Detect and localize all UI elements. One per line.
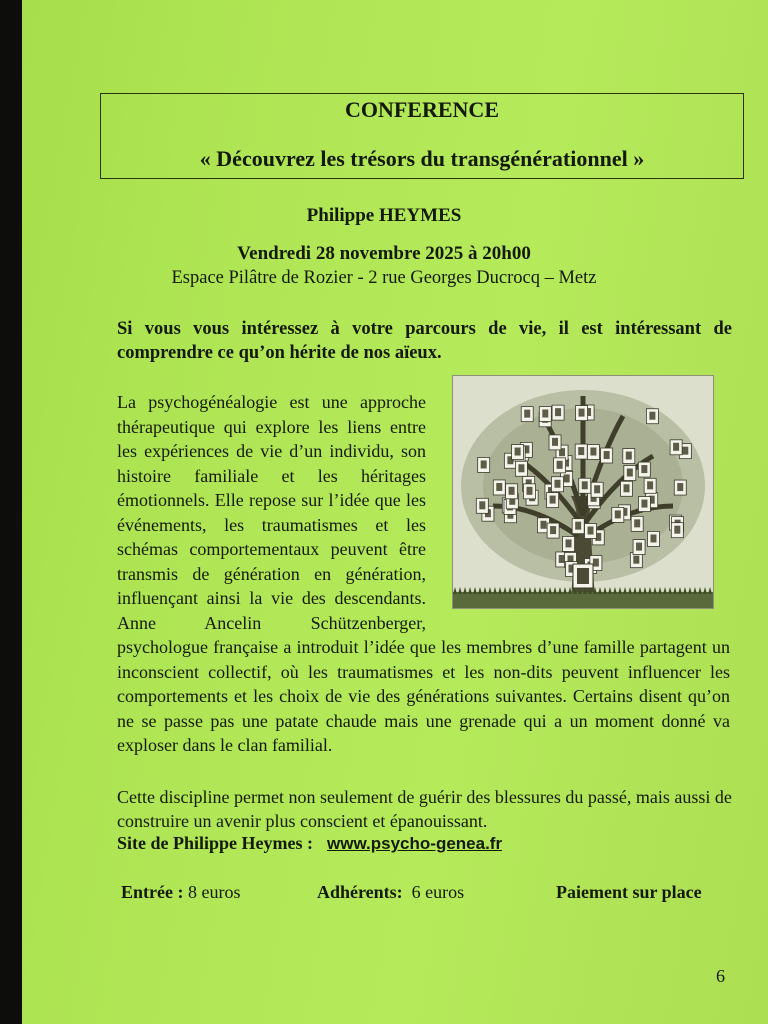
site-link[interactable]: www.psycho-genea.fr <box>327 834 503 853</box>
speaker-name: Philippe HEYMES <box>306 205 462 226</box>
site-label: Site de Philippe Heymes : <box>117 833 313 853</box>
entry-label: Entrée : <box>121 882 184 902</box>
title-box <box>100 93 744 179</box>
members-value: 6 euros <box>411 882 465 902</box>
page-number: 6 <box>716 966 725 986</box>
event-date: Vendredi 28 novembre 2025 à 20h00 <box>237 243 531 264</box>
payment-note: Paiement sur place <box>556 882 702 902</box>
conference-subtitle: « Découvrez les trésors du transgénérationnel » <box>199 146 645 171</box>
intro-paragraph: Si vous vous intéressez à votre parcours de vie, il est intéressant de comprendre ce qu’on hérite de nos aïeux. <box>117 319 732 363</box>
conference-title: CONFERENCE <box>344 97 499 122</box>
site-line <box>117 833 502 854</box>
entry-price <box>121 882 240 903</box>
second-paragraph: Cette discipline permet non seulement de guérir des blessures du passé, mais aussi de construire un avenir plus conscient et épanouissant. <box>117 787 732 831</box>
event-place: Espace Pilâtre de Rozier - 2 rue Georges Ducrocq – Metz <box>171 268 597 288</box>
body-text: La psychogénéalogie est une approche thérapeutique qui explore les liens entre les expériences de vie d’un individu, son histoire familiale et les héritages émotionnels. Elle repose sur l’idée que les événements, les traumatismes et les schémas comportementaux peuvent être transmis de génération en génération, influençant ainsi la vie des descendants. Anne Ancelin Schützenberger, psychologue française a introduit l’idée que les membres d’une famille partagent un inconscient collectif, où les traumatismes et les non-dits peuvent influencer les comportements et les choix de vie des générations suivantes. Certains disent qu’on ne se passe pas une patate chaude mais une grenade qui a un moment donné va exploser dans le clan familial. <box>117 392 730 755</box>
family-tree-image <box>452 375 714 609</box>
entry-value: 8 euros <box>187 882 241 902</box>
members-label: Adhérents: <box>317 882 403 902</box>
members-price <box>317 882 464 903</box>
